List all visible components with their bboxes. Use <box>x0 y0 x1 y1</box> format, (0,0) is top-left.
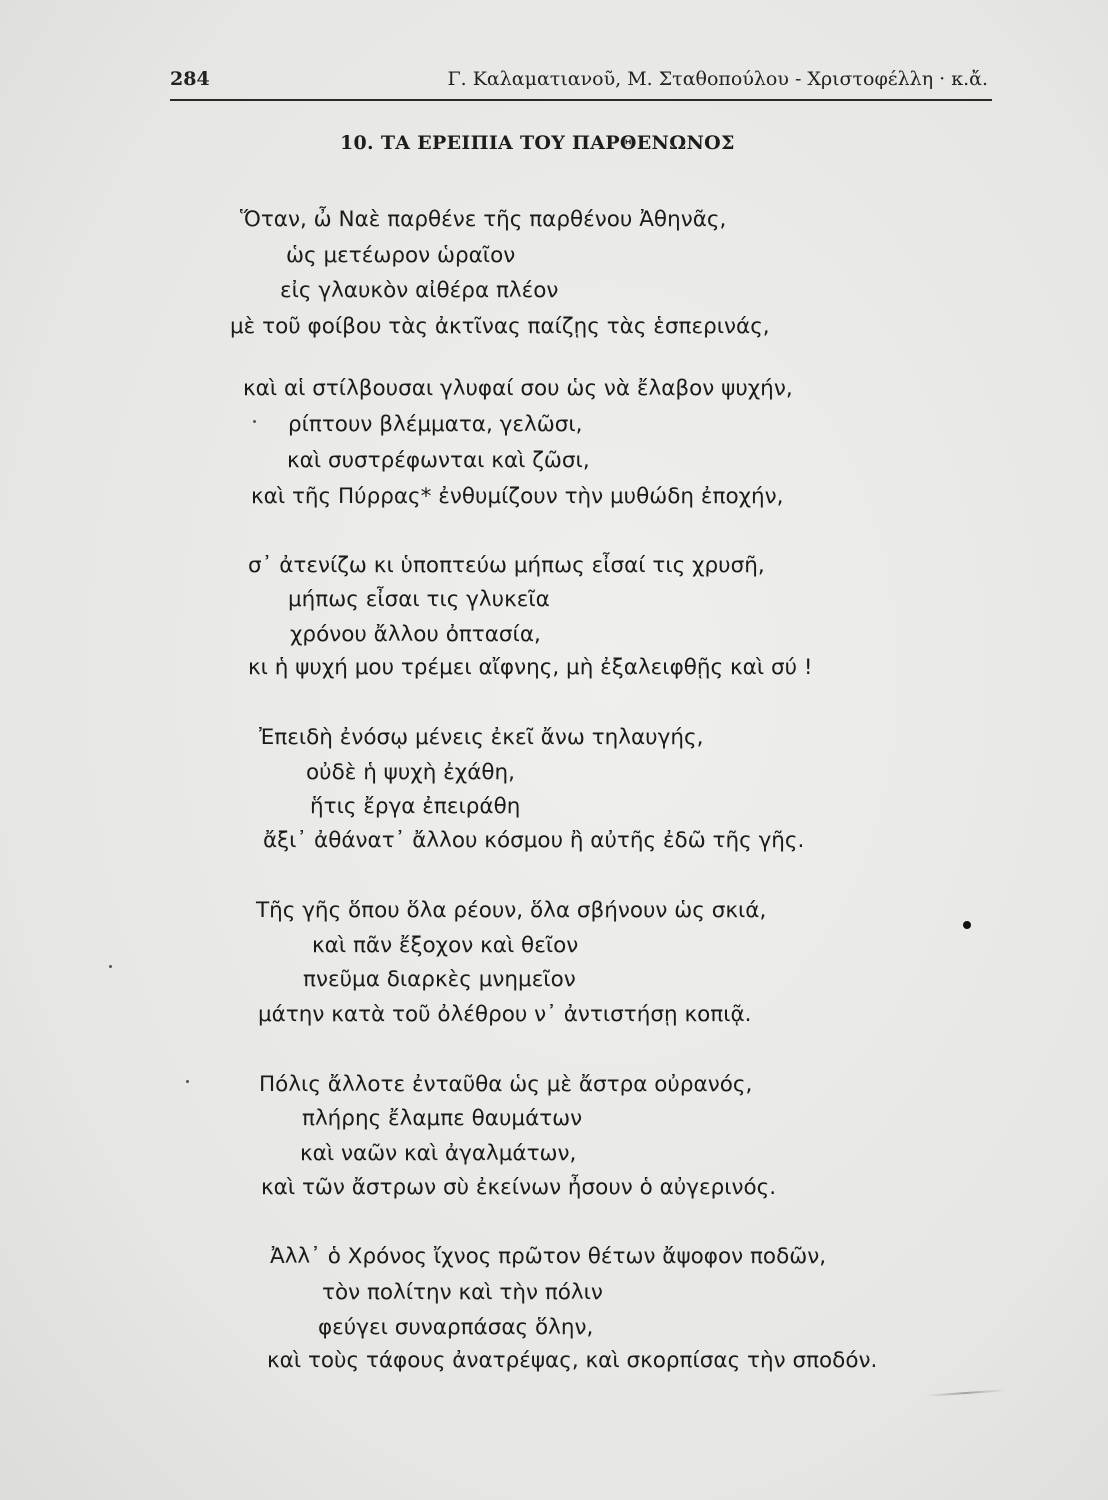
poem-line: ἄξι᾿ ἀθάνατ᾿ ἄλλου κόσμου ἢ αὐτῆς ἐδῶ τῆς γῆς. <box>263 828 805 853</box>
page-number: 284 <box>170 68 210 90</box>
scan-speck <box>109 965 112 968</box>
poem-line: πνεῦμα διαρκὲς μνημεῖον <box>303 967 576 992</box>
poem-line: τὸν πολίτην καὶ τὴν πόλιν <box>322 1280 603 1305</box>
poem-line: καὶ τοὺς τάφους ἀνατρέψας, καὶ σκορπίσας τὴν σποδόν. <box>267 1348 878 1373</box>
poem-line: κι ἡ ψυχή μου τρέμει αἴφνης, μὴ ἐξαλειφθῇς καὶ σύ ! <box>248 655 813 680</box>
poem-line: ρίπτουν βλέμματα, γελῶσι, <box>288 412 583 437</box>
running-head <box>170 66 992 100</box>
poem-line: μὲ τοῦ φοίβου τὰς ἀκτῖνας παίζῃς τὰς ἑσπερινάς, <box>230 314 770 339</box>
scan-speck <box>186 1080 189 1083</box>
poem-line: οὐδὲ ἡ ψυχὴ ἐχάθη, <box>306 760 515 785</box>
poem-title: 10. ΤΑ ΕΡΕΙΠΙΑ ΤΟΥ ΠΑΡΘΕΝΩΝΟΣ <box>340 132 735 154</box>
poem-line: Τῆς γῆς ὅπου ὅλα ρέουν, ὅλα σβήνουν ὡς σκιά, <box>256 898 767 923</box>
scan-mark <box>926 1389 1006 1397</box>
poem-line: εἰς γλαυκὸν αἰθέρα πλέον <box>280 278 559 303</box>
poem-line: καὶ τῶν ἄστρων σὺ ἐκείνων ἦσουν ὁ αὐγερινός. <box>261 1175 777 1200</box>
poem-line: ὡς μετέωρον ὡραῖον <box>286 243 516 268</box>
header-rule <box>170 99 992 101</box>
poem-line: φεύγει συναρπάσας ὅλην, <box>318 1315 594 1340</box>
poem-line: σ᾿ ἀτενίζω κι ὑποπτεύω μήπως εἶσαί τις χρυσῆ, <box>248 553 765 578</box>
poem-line: μάτην κατὰ τοῦ ὀλέθρου ν᾿ ἀντιστήσῃ κοπιᾷ. <box>258 1002 752 1027</box>
poem-line: καὶ αἱ στίλβουσαι γλυφαί σου ὡς νὰ ἔλαβον ψυχήν, <box>243 376 793 401</box>
poem-line: μήπως εἶσαι τις γλυκεῖα <box>288 587 550 612</box>
poem-line: Ὅταν, ὦ Ναὲ παρθένε τῆς παρθένου Ἀθηνᾶς, <box>240 207 727 232</box>
poem-line: καὶ ναῶν καὶ ἀγαλμάτων, <box>300 1141 577 1166</box>
poem-line: Ἀλλ᾿ ὁ Χρόνος ἴχνος πρῶτον θέτων ἄψοφον ποδῶν, <box>270 1244 827 1269</box>
poem-line: καὶ τῆς Πύρρας* ἐνθυμίζουν τὴν μυθώδη ἐποχήν, <box>251 484 784 509</box>
poem-line: Πόλις ἄλλοτε ἐνταῦθα ὡς μὲ ἄστρα οὐρανός, <box>259 1072 753 1097</box>
poem-line: πλήρης ἔλαμπε θαυμάτων <box>302 1106 583 1131</box>
poem-line: ἥτις ἔργα ἐπειράθη <box>310 794 521 819</box>
poem-line: χρόνου ἄλλου ὀπτασία, <box>290 622 541 647</box>
poem-line: καὶ συστρέφωνται καὶ ζῶσι, <box>287 448 590 473</box>
scan-speck <box>963 921 971 929</box>
poem-line: καὶ πᾶν ἔξοχον καὶ θεῖον <box>312 933 579 958</box>
poem-line: Ἐπειδὴ ἐνόσῳ μένεις ἐκεῖ ἄνω τηλαυγής, <box>259 725 704 750</box>
scan-speck <box>253 420 256 423</box>
running-head-authors: Γ. Καλαματιανοῦ, Μ. Σταθοπούλου - Χριστοφέλλη · κ.ἄ. <box>447 68 988 90</box>
